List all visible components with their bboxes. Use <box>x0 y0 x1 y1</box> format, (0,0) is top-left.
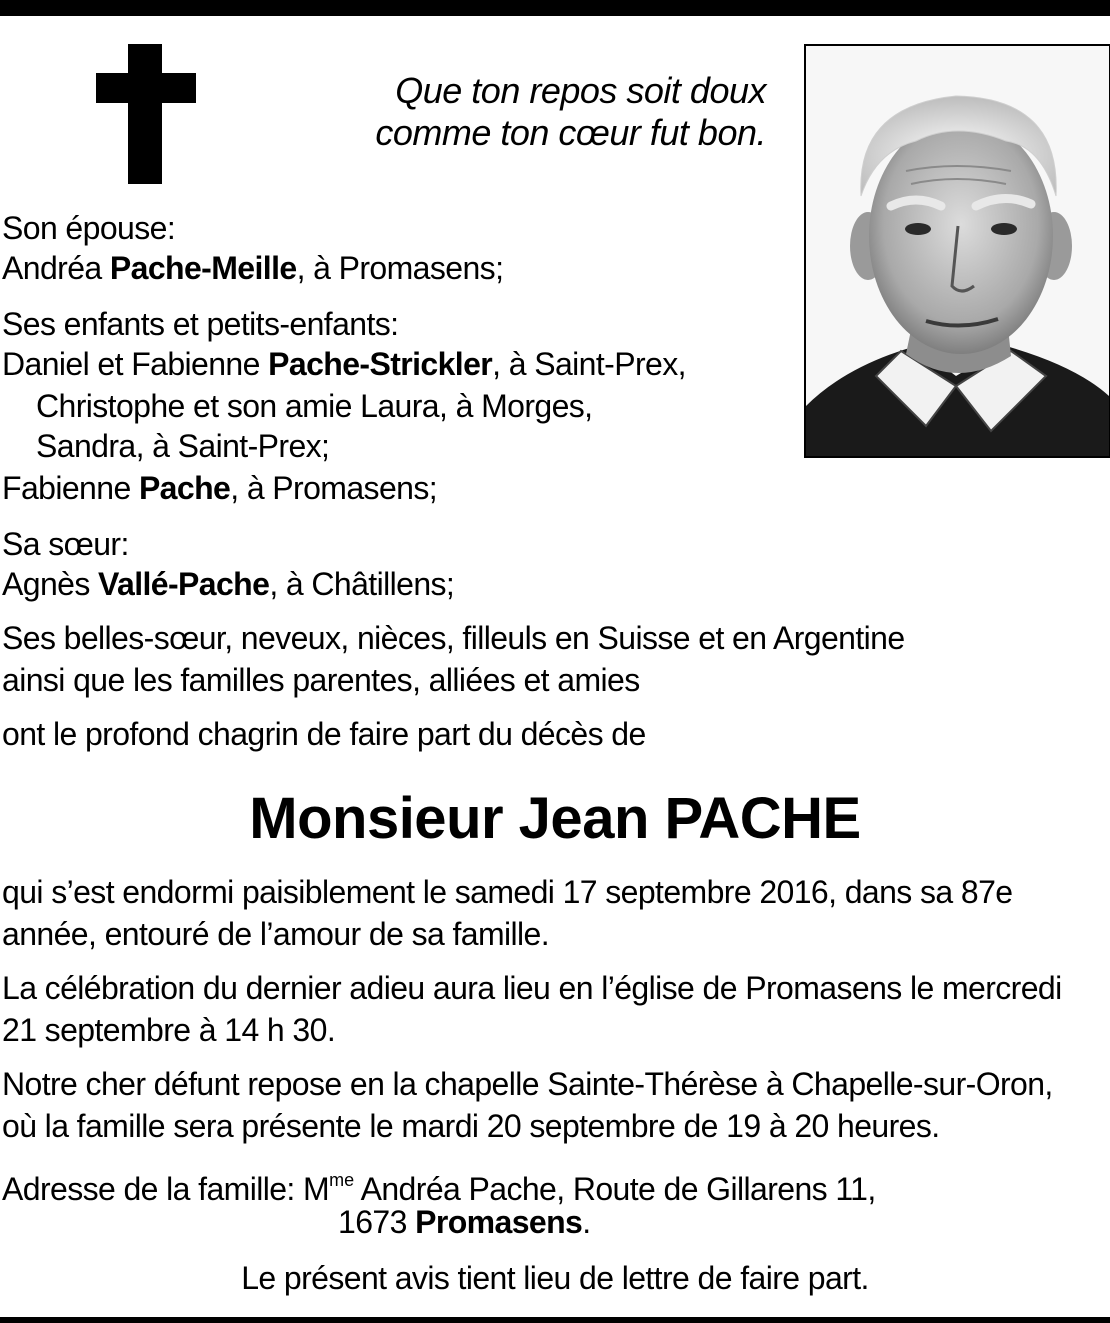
sister-first-name: Agnès <box>2 566 99 602</box>
deceased-name: Monsieur Jean PACHE <box>249 786 861 851</box>
address-town-end: . <box>582 1204 591 1240</box>
rest-line-1: Notre cher défunt repose en la chapelle Sainte-Thérèse à Chapelle-sur-Oron, <box>2 1066 1053 1102</box>
spouse-place: , à Promasens; <box>296 250 504 286</box>
epitaph-line-2: comme ton cœur fut bon. <box>375 112 766 153</box>
children-heading: Ses enfants et petits-enfants: <box>2 306 399 342</box>
spouse-first-name: Andréa <box>2 250 110 286</box>
spouse-line <box>2 248 503 288</box>
sister-place: , à Châtillens; <box>269 566 455 602</box>
announcement-line: ont le profond chagrin de faire part du décès de <box>2 716 646 752</box>
death-line-2: année, entouré de l’amour de sa famille. <box>2 916 550 952</box>
footer-note: Le présent avis tient lieu de lettre de faire part. <box>241 1260 869 1296</box>
epitaph <box>375 70 766 154</box>
child-2-last-name: Pache <box>138 470 231 506</box>
address-label: Adresse de la famille: M <box>2 1171 330 1207</box>
address-postcode: 1673 <box>338 1204 416 1240</box>
grandchild-1-line: Christophe et son amie Laura, à Morges, <box>36 388 593 424</box>
ceremony-line-1: La célébration du dernier adieu aura lieu en l’église de Promasens le mercredi <box>2 970 1062 1006</box>
child-1-line <box>2 344 686 384</box>
spouse-last-name: Pache-Meille <box>109 250 297 286</box>
child-2-line <box>2 468 437 508</box>
death-line-1: qui s’est endormi paisiblement le samedi 17 septembre 2016, dans sa 87e <box>2 874 1013 910</box>
epitaph-line-1: Que ton repos soit doux <box>395 70 766 111</box>
rest-line-2: où la famille sera présente le mardi 20 septembre de 19 à 20 heures. <box>2 1108 940 1144</box>
cross-icon <box>96 44 196 184</box>
ceremony-line-2: 21 septembre à 14 h 30. <box>2 1012 336 1048</box>
relatives-line-2: ainsi que les familles parentes, alliées et amies <box>2 662 640 698</box>
grandchild-2-line: Sandra, à Saint-Prex; <box>36 428 330 464</box>
portrait-photo <box>804 44 1110 458</box>
address-title-suffix: me <box>329 1170 355 1190</box>
spouse-heading: Son épouse: <box>2 210 176 246</box>
address-street: Andréa Pache, Route de Gillarens 11, <box>354 1171 876 1207</box>
bottom-rule <box>0 1317 1110 1323</box>
sister-heading: Sa sœur: <box>2 526 129 562</box>
child-2-place: , à Promasens; <box>230 470 438 506</box>
child-1-place: , à Saint-Prex, <box>492 346 686 382</box>
address-town: Promasens <box>415 1204 583 1240</box>
sister-last-name: Vallé-Pache <box>98 566 270 602</box>
sister-line <box>2 564 454 604</box>
child-2-first-name: Fabienne <box>2 470 139 506</box>
address-line-2 <box>338 1202 591 1242</box>
child-1-first-names: Daniel et Fabienne <box>2 346 269 382</box>
child-1-last-name: Pache-Strickler <box>268 346 493 382</box>
relatives-line-1: Ses belles-sœur, neveux, nièces, filleuls en Suisse et en Argentine <box>2 620 905 656</box>
top-rule <box>0 0 1110 16</box>
